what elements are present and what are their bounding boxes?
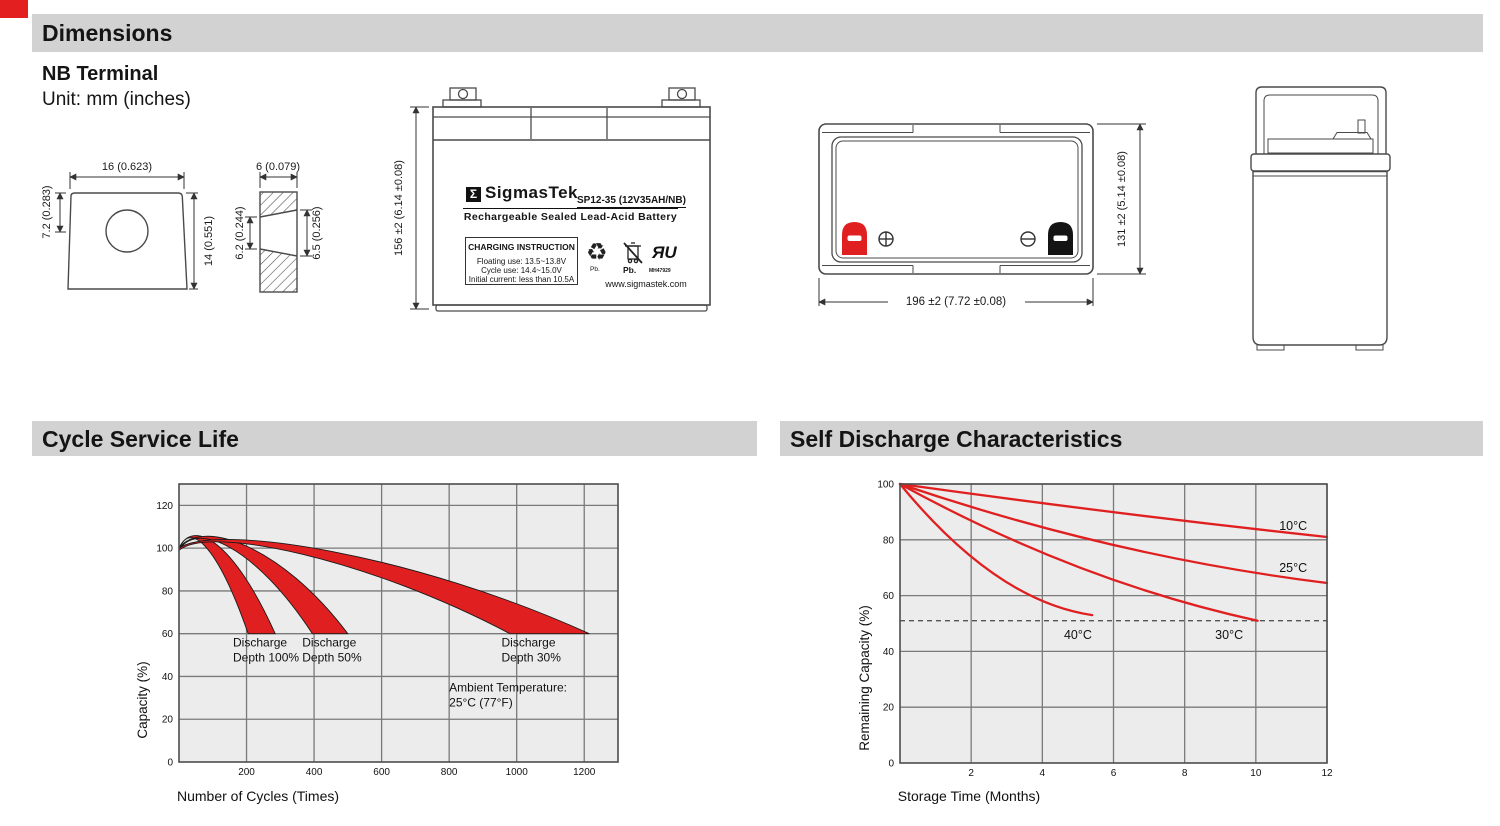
chart-label: Capacity (%) bbox=[135, 661, 150, 739]
terminal-side-view-drawing bbox=[260, 192, 297, 292]
chart-label: 100 bbox=[156, 543, 173, 555]
chart-label: 800 bbox=[440, 767, 458, 778]
chart-label: 40 bbox=[161, 671, 173, 683]
chart-label: 40 bbox=[882, 646, 894, 658]
ul-recognized-icon: ЯU bbox=[652, 243, 677, 262]
charging-instruction-title: CHARGING INSTRUCTION bbox=[468, 242, 575, 252]
self-discharge-chart bbox=[857, 480, 1333, 805]
chart-label: 1000 bbox=[505, 767, 528, 778]
bin-pb-label: Pb. bbox=[623, 265, 637, 275]
brand-name: SigmasTek bbox=[485, 183, 579, 202]
section-header-cycle-service-life: Cycle Service Life bbox=[32, 421, 757, 456]
chart-label: Discharge bbox=[233, 635, 288, 650]
chart-label: 6 bbox=[1110, 768, 1117, 779]
label-divider bbox=[463, 208, 678, 209]
chart-label: 80 bbox=[161, 586, 173, 598]
dim-battery-width: 131 ±2 (5.14 ±0.08) bbox=[1116, 151, 1128, 247]
dim-terminal-top-height: 7.2 (0.283) bbox=[41, 185, 53, 239]
chart-label: 4 bbox=[1039, 768, 1046, 779]
model-number: SP12-35 (12V35AH/NB) bbox=[577, 195, 686, 206]
dim-battery-length: 196 ±2 (7.72 ±0.08) bbox=[905, 296, 1007, 308]
charging-line-cycle: Cycle use: 14.4~15.0V bbox=[481, 266, 562, 275]
chart-label: 0 bbox=[167, 757, 173, 769]
chart-label: 120 bbox=[156, 500, 173, 512]
chart-label: Number of Cycles (Times) bbox=[176, 788, 340, 804]
chart-label: 600 bbox=[373, 767, 390, 778]
dim-terminal-width: 16 (0.623) bbox=[101, 161, 153, 173]
recycle-pb-label: Pb. bbox=[590, 266, 600, 273]
battery-label bbox=[433, 140, 710, 308]
charging-instruction-box bbox=[465, 237, 578, 285]
dim-battery-height: 156 ±2 (6.14 ±0.08) bbox=[393, 160, 405, 256]
chart-label: Remaining Capacity (%) bbox=[857, 605, 872, 751]
chart-label: 0 bbox=[888, 758, 894, 770]
charging-line-initial: Initial current: less than 10.5A bbox=[468, 275, 575, 284]
dim-terminal-height: 14 (0.551) bbox=[203, 215, 215, 267]
chart-label: 400 bbox=[305, 767, 323, 778]
chart-label: Storage Time (Months) bbox=[897, 788, 1041, 804]
chart-label: 60 bbox=[882, 591, 894, 603]
chart-label: 1200 bbox=[573, 767, 596, 778]
charging-line-floating: Floating use: 13.5~13.8V bbox=[476, 257, 567, 266]
chart-label: Discharge bbox=[501, 635, 556, 650]
chart-label: Depth 50% bbox=[302, 650, 362, 665]
chart-label: 20 bbox=[882, 702, 894, 714]
battery-side-view-drawing bbox=[1251, 87, 1390, 350]
dim-terminal-outer: 6.5 (0.256) bbox=[311, 206, 323, 260]
recycle-pb-icon: ♻ bbox=[586, 239, 608, 266]
chart-label: 30°C bbox=[1215, 627, 1244, 642]
unit-label: Unit: mm (inches) bbox=[42, 89, 191, 110]
chart-label: 25°C (77°F) bbox=[449, 695, 513, 710]
label-subtitle: Rechargeable Sealed Lead-Acid Battery bbox=[463, 211, 678, 223]
section-header-dimensions: Dimensions bbox=[32, 14, 1483, 52]
chart-label: 100 bbox=[877, 479, 894, 491]
sigma-logo-icon: Σ bbox=[466, 187, 481, 202]
section-header-self-discharge: Self Discharge Characteristics bbox=[780, 421, 1483, 456]
terminal-type-label: NB Terminal bbox=[42, 63, 159, 85]
chart-label: Depth 30% bbox=[501, 650, 561, 665]
plus-symbol-icon bbox=[879, 232, 893, 246]
website-url: www.sigmastek.com bbox=[605, 279, 687, 289]
dim-terminal-inner: 6.2 (0.244) bbox=[234, 206, 246, 260]
chart-label: 8 bbox=[1181, 768, 1188, 779]
chart-label: 2 bbox=[968, 768, 974, 779]
ul-file-number: MH47929 bbox=[649, 268, 671, 274]
chart-label: 200 bbox=[238, 767, 255, 778]
chart-label: Ambient Temperature: bbox=[449, 680, 567, 695]
chart-label: 10 bbox=[1250, 768, 1262, 779]
chart-label: 10°C bbox=[1279, 519, 1308, 534]
cycle-service-life-chart bbox=[135, 484, 618, 804]
battery-top-view-drawing bbox=[819, 124, 1093, 274]
dim-terminal-thickness: 6 (0.079) bbox=[255, 161, 301, 173]
chart-label: 80 bbox=[882, 535, 894, 547]
terminal-front-view-drawing bbox=[68, 193, 187, 289]
minus-symbol-icon bbox=[1021, 232, 1035, 246]
chart-label: 25°C bbox=[1279, 560, 1308, 575]
chart-label: 12 bbox=[1321, 768, 1333, 779]
chart-label: Depth 100% bbox=[233, 650, 300, 665]
chart-label: 60 bbox=[161, 629, 173, 641]
chart-label: 40°C bbox=[1063, 627, 1092, 642]
chart-label: Discharge bbox=[302, 635, 357, 650]
chart-label: 20 bbox=[161, 714, 173, 726]
